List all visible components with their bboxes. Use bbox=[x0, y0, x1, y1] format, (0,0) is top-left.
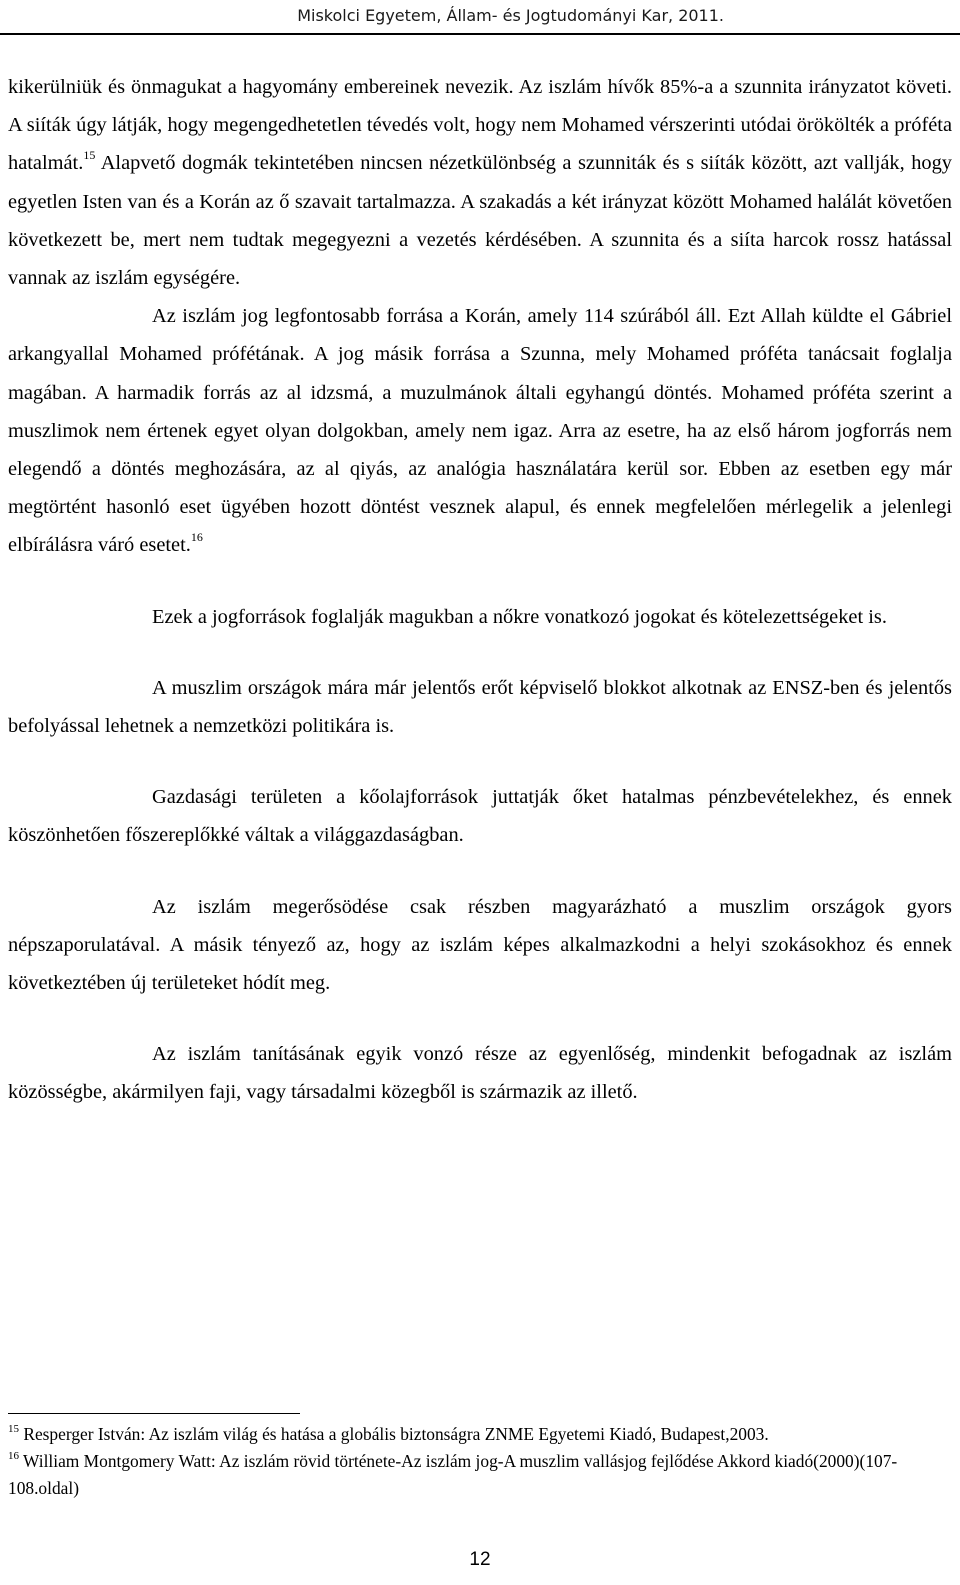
header-divider bbox=[0, 33, 960, 35]
footnote-text: Resperger István: Az iszlám világ és hatása a globális biztonságra ZNME Egyetemi Kiadó, Budapest,2003. bbox=[19, 1424, 769, 1444]
footnote-separator bbox=[8, 1413, 300, 1414]
paragraph-2-text: Az iszlám jog legfontosabb forrása a Korán, amely 114 szúrából áll. Ezt Allah küldte el Gábriel arkangyallal Mohamed prófétának. A jog másik forrása a Szunna, mely Mohamed próféta tanácsait foglalja magában. A harmadik forrás az al idzsmá, a muzulmánok általi egyhangú döntés. Mohamed próféta szerint a muszlimok nem értenek egyet olyan dolgokban, amely nem igaz. Arra az esetre, ha az első három jogforrás nem elegendő a döntés meghozására, az al qiyás, az analógia használatára kerül sor. Ebben az esetben egy már megtörtént hasonló eset ügyében hozott döntést vesznek alapul, és ennek megfelelően mérlegelik a jelenlegi elbírálásra váró esetet. bbox=[8, 305, 952, 557]
paragraph-7: Az iszlám tanításának egyik vonzó része az egyenlőség, mindenkit befogadnak az iszlám közösségbe, akármilyen faji, vagy társadalmi közegből is származik az illető. bbox=[8, 1043, 952, 1104]
footnote-number: 16 bbox=[8, 1450, 19, 1462]
footnote-16 bbox=[8, 1448, 952, 1502]
page-number: 12 bbox=[469, 1549, 491, 1570]
body-text bbox=[8, 68, 952, 1112]
footnote-ref-16[interactable]: 16 bbox=[190, 530, 203, 545]
paragraph-1 bbox=[8, 68, 952, 297]
paragraph-1-text: kikerülniük és önmagukat a hagyomány embereinek nevezik. Az iszlám hívők 85%-a a szunnita irányzatot követi. A siíták úgy látják, hogy megengedhetetlen tévedés volt, hogy nem Mohamed vérszerinti utódai örökölték a próféta hatalmát. bbox=[8, 76, 952, 175]
paragraph-1-text-cont: Alapvető dogmák tekintetében nincsen nézetkülönbség a szunniták és s siíták között, azt vallják, hogy egyetlen Isten van és a Korán az ő szavait tartalmazza. A szakadás a két irányzat között Mohamed halálát követően következett be, mert nem tudtak megegyezni a vezetés kérdésében. A szunnita és a siíta harcok rossz hatással vannak az iszlám egységére. bbox=[8, 152, 952, 290]
paragraph-4: A muszlim országok mára már jelentős erőt képviselő blokkot alkotnak az ENSZ-ben és jelentős befolyással lehetnek a nemzetközi politikára is. bbox=[8, 676, 952, 738]
footnotes bbox=[8, 1421, 952, 1502]
footnote-ref-15[interactable]: 15 bbox=[83, 148, 96, 163]
paragraph-3: Ezek a jogforrások foglalják magukban a nőkre vonatkozó jogokat és kötelezettségeket is. bbox=[152, 605, 887, 628]
footnote-15 bbox=[8, 1421, 952, 1448]
paragraph-5: Gazdasági területen a kőolajforrások juttatják őket hatalmas pénzbevételekhez, és ennek köszönhetően főszereplőkké váltak a világgazdaságban. bbox=[8, 786, 952, 847]
footnote-number: 15 bbox=[8, 1423, 19, 1435]
footnote-text: William Montgomery Watt: Az iszlám rövid története-Az iszlám jog-A muszlim vallásjog fejlődése Akkord kiadó(2000)(107-108.oldal) bbox=[8, 1451, 898, 1498]
paragraph-6: Az iszlám megerősödése csak részben magyarázható a muszlim országok gyors népszaporulatával. A másik tényező az, hogy az iszlám képes alkalmazkodni a helyi szokásokhoz és ennek következtében új területeket hódít meg. bbox=[8, 895, 952, 995]
paragraph-2 bbox=[8, 297, 952, 564]
running-header: Miskolci Egyetem, Állam- és Jogtudományi Kar, 2011. bbox=[297, 6, 724, 25]
